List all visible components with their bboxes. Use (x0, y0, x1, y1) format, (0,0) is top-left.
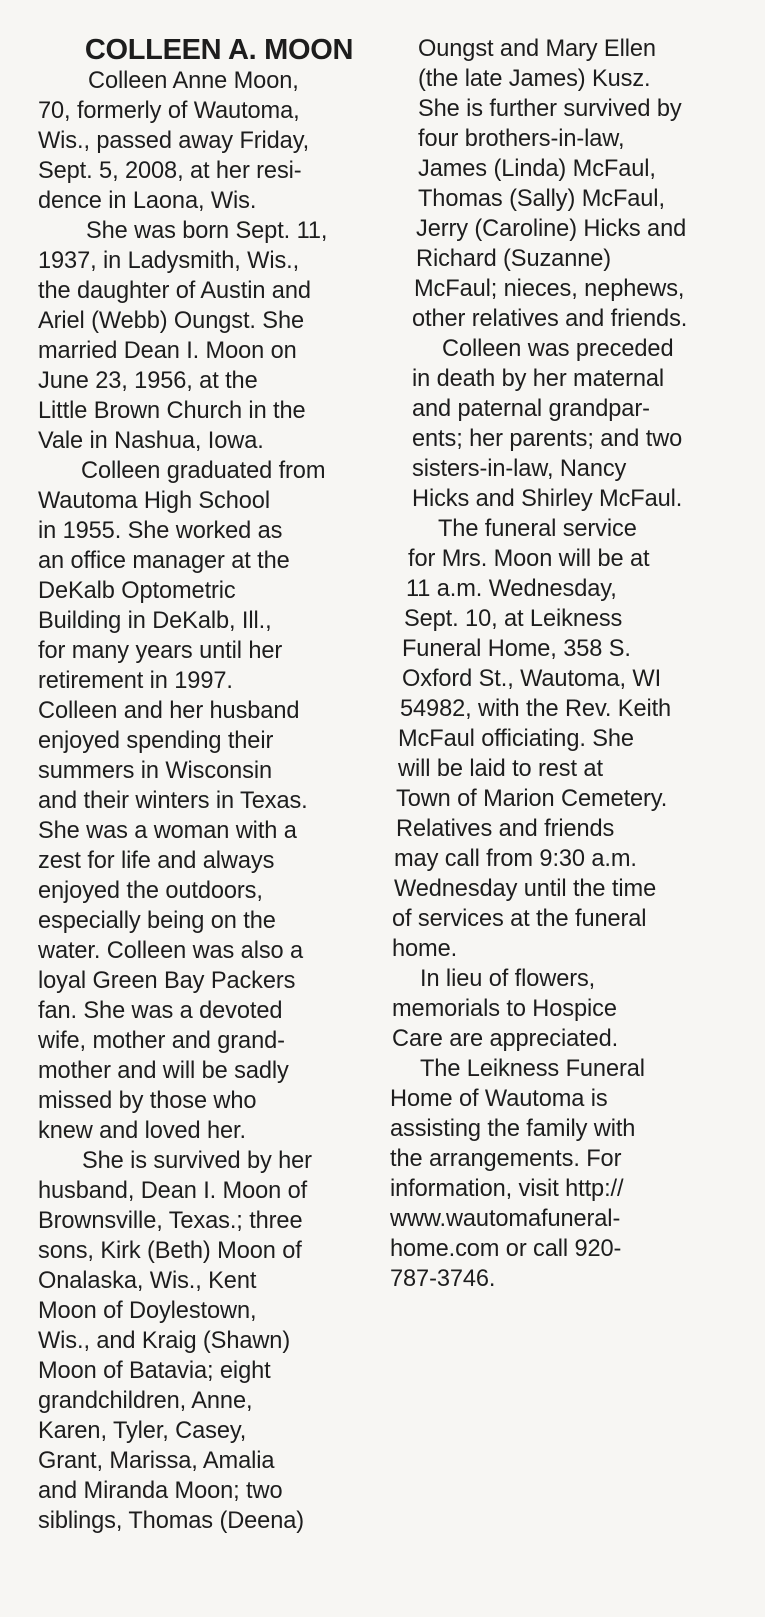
text-line: home.com or call 920- (390, 1236, 622, 1262)
text-line: ents; her parents; and two (412, 426, 683, 452)
text-line: Wis., passed away Friday, (38, 128, 310, 154)
text-line: She was born Sept. 11, (86, 218, 328, 244)
text-line: will be laid to rest at (398, 756, 603, 782)
text-line: and Miranda Moon; two (38, 1478, 283, 1504)
text-line: four brothers-in-law, (418, 126, 625, 152)
text-line: enjoyed spending their (38, 728, 274, 754)
text-line: missed by those who (38, 1088, 257, 1114)
text-line: Colleen and her husband (38, 698, 300, 724)
text-line: She was a woman with a (38, 818, 297, 844)
text-line: Oxford St., Wautoma, WI (402, 666, 662, 692)
text-line: retirement in 1997. (38, 668, 233, 694)
text-line: home. (392, 936, 458, 962)
text-line: Vale in Nashua, Iowa. (38, 428, 264, 454)
text-line: Sept. 10, at Leikness (404, 606, 623, 632)
text-line: and their winters in Texas. (38, 788, 308, 814)
text-line: summers in Wisconsin (38, 758, 272, 784)
text-line: dence in Laona, Wis. (38, 188, 257, 214)
text-line: memorials to Hospice (392, 996, 617, 1022)
text-line: mother and will be sadly (38, 1058, 289, 1084)
text-line: wife, mother and grand- (38, 1028, 285, 1054)
text-line: siblings, Thomas (Deena) (38, 1508, 304, 1534)
text-line: (the late James) Kusz. (418, 66, 651, 92)
text-line: The Leikness Funeral (420, 1056, 645, 1082)
text-line: married Dean I. Moon on (38, 338, 297, 364)
text-line: knew and loved her. (38, 1118, 246, 1144)
text-line: other relatives and friends. (412, 306, 688, 332)
text-line: Little Brown Church in the (38, 398, 306, 424)
text-line: Town of Marion Cemetery. (396, 786, 668, 812)
text-line: Karen, Tyler, Casey, (38, 1418, 247, 1444)
text-line: Building in DeKalb, Ill., (38, 608, 272, 634)
text-line: for many years until her (38, 638, 283, 664)
text-line: enjoyed the outdoors, (38, 878, 263, 904)
text-line: the arrangements. For (390, 1146, 622, 1172)
text-line: She is survived by her (82, 1148, 312, 1174)
text-line: in 1955. She worked as (38, 518, 283, 544)
text-line: sisters-in-law, Nancy (412, 456, 627, 482)
text-line: 54982, with the Rev. Keith (400, 696, 672, 722)
text-line: the daughter of Austin and (38, 278, 311, 304)
text-line: water. Colleen was also a (38, 938, 304, 964)
text-line: Care are appreciated. (392, 1026, 619, 1052)
text-line: Relatives and friends (396, 816, 615, 842)
text-line: of services at the funeral (392, 906, 647, 932)
text-line: zest for life and always (38, 848, 275, 874)
text-line: Colleen was preceded (442, 336, 674, 362)
text-line: McFaul officiating. She (398, 726, 634, 752)
text-line: grandchildren, Anne, (38, 1388, 253, 1414)
text-line: 70, formerly of Wautoma, (38, 98, 300, 124)
text-line: an office manager at the (38, 548, 290, 574)
text-line: June 23, 1956, at the (38, 368, 258, 394)
text-line: Thomas (Sally) McFaul, (418, 186, 665, 212)
text-line: Wis., and Kraig (Shawn) (38, 1328, 291, 1354)
text-line: DeKalb Optometric (38, 578, 236, 604)
text-line: husband, Dean I. Moon of (38, 1178, 308, 1204)
text-line: Funeral Home, 358 S. (402, 636, 631, 662)
text-line: Hicks and Shirley McFaul. (412, 486, 683, 512)
text-line: in death by her maternal (412, 366, 665, 392)
text-line: www.wautomafuneral- (390, 1206, 621, 1232)
text-line: Oungst and Mary Ellen (418, 36, 656, 62)
text-line: Brownsville, Texas.; three (38, 1208, 303, 1234)
text-line: James (Linda) McFaul, (418, 156, 656, 182)
text-line: Ariel (Webb) Oungst. She (38, 308, 304, 334)
text-line: and paternal grandpar- (412, 396, 650, 422)
text-line: Colleen graduated from (81, 458, 326, 484)
text-line: fan. She was a devoted (38, 998, 283, 1024)
text-line: sons, Kirk (Beth) Moon of (38, 1238, 302, 1264)
text-line: The funeral service (438, 516, 637, 542)
text-line: information, visit http:// (390, 1176, 624, 1202)
text-line: for Mrs. Moon will be at (408, 546, 650, 572)
text-line: 1937, in Ladysmith, Wis., (38, 248, 300, 274)
text-line: Colleen Anne Moon, (88, 68, 299, 94)
text-line: 787-3746. (390, 1266, 496, 1292)
text-line: Moon of Batavia; eight (38, 1358, 271, 1384)
text-line: Moon of Doylestown, (38, 1298, 257, 1324)
text-line: may call from 9:30 a.m. (394, 846, 637, 872)
text-line: Wautoma High School (38, 488, 270, 514)
text-line: Grant, Marissa, Amalia (38, 1448, 275, 1474)
text-line: 11 a.m. Wednesday, (406, 576, 617, 602)
text-line: Onalaska, Wis., Kent (38, 1268, 257, 1294)
text-line: Wednesday until the time (394, 876, 657, 902)
text-line: Richard (Suzanne) (416, 246, 612, 272)
text-line: Sept. 5, 2008, at her resi- (38, 158, 302, 184)
text-line: In lieu of flowers, (420, 966, 596, 992)
text-line: She is further survived by (418, 96, 682, 122)
text-line: especially being on the (38, 908, 276, 934)
text-line: loyal Green Bay Packers (38, 968, 296, 994)
text-line: assisting the family with (390, 1116, 636, 1142)
text-line: Home of Wautoma is (390, 1086, 608, 1112)
obituary-headline: COLLEEN A. MOON (84, 34, 354, 66)
text-line: Jerry (Caroline) Hicks and (416, 216, 687, 242)
text-line: McFaul; nieces, nephews, (414, 276, 685, 302)
